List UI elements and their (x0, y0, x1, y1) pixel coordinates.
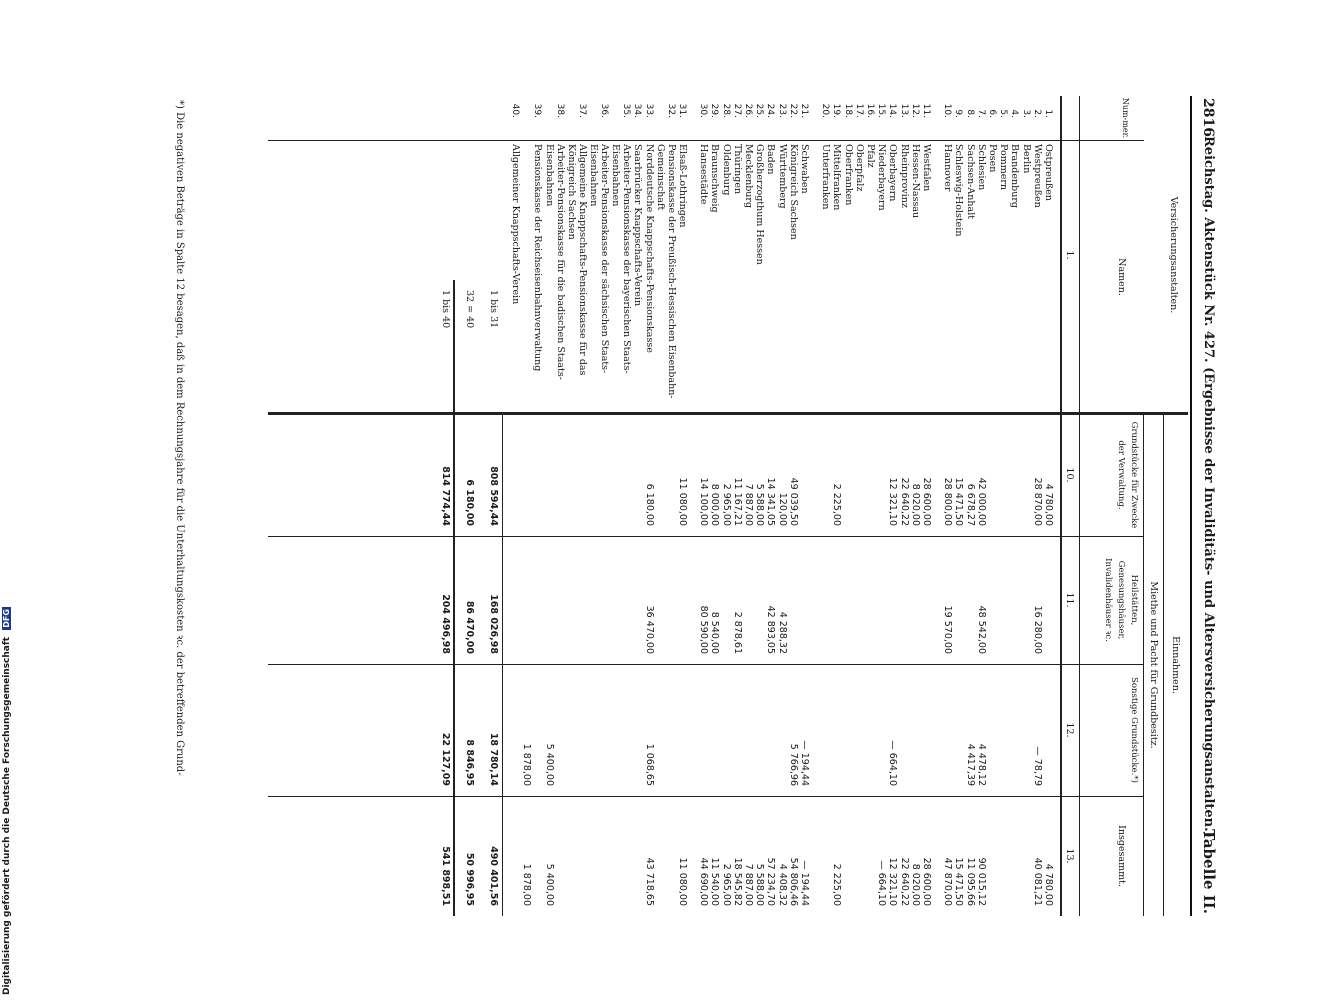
row-name: Brandenburg (1009, 144, 1021, 208)
col-index-10: 10. (1064, 467, 1075, 483)
row-number: 14. (887, 103, 898, 118)
row-c11: 2 878,61 (731, 611, 743, 654)
row-name: Schlesien (975, 144, 987, 191)
row-c13: 8 020,00 (909, 863, 921, 906)
totals-label: 1 bis 40 (440, 290, 452, 329)
row-name: Pensionskasse der Reichseisenbahnverwaltung (532, 144, 544, 372)
data-table (198, 96, 1188, 916)
row-c13: 57 234,70 (765, 857, 777, 906)
row-c12: 5 766,96 (787, 743, 799, 786)
row-c13: 1 878,00 (521, 863, 533, 906)
totals-c13: 50 996,95 (464, 852, 476, 906)
totals-c10: 808 594,44 (488, 466, 500, 526)
header-col10: Grundstücke für Zwecke der Verwaltung. (1116, 421, 1139, 529)
row-number: 4. (1009, 109, 1020, 118)
row-c11: 8 540,00 (709, 611, 721, 654)
row-number: 40. (510, 103, 521, 118)
row-c13: 11 080,00 (677, 857, 688, 906)
row-number: 33. (643, 103, 654, 118)
row-number: 13. (898, 103, 909, 118)
row-name: Sachsen-Anhalt (964, 144, 976, 220)
totals-c13: 541 898,51 (440, 846, 452, 906)
row-number: 29. (709, 103, 720, 118)
rule-index-bottom (1060, 96, 1062, 916)
row-c12: — 78,79 (1031, 746, 1043, 786)
row-c12: — 664,10 (887, 740, 899, 786)
row-c10: 15 471,50 (953, 477, 965, 526)
totals-label: 1 bis 31 (488, 290, 500, 329)
row-name: Schleswig-Holstein (953, 144, 965, 237)
row-c10: 6 180,00 (643, 483, 655, 526)
totals-c12: 22 127,09 (440, 732, 452, 786)
row-number: 28. (720, 103, 731, 118)
row-c11: 36 470,00 (643, 605, 655, 654)
row-number: 11. (921, 103, 931, 118)
row-name: Oberpfalz (853, 144, 865, 192)
row-name: Großherzogthum Hessen (754, 144, 766, 265)
row-c10: 7 887,00 (743, 483, 754, 526)
row-name: Saarbrücker Knappschafts-Verein (632, 144, 644, 307)
totals-c12: 18 780,14 (488, 732, 500, 786)
row-c13: 12 321,10 (887, 857, 899, 906)
credit-text: Digitalisierung gefördert durch die Deutsche Forschungsgemeinschaft (2, 636, 12, 995)
header-miethe: Miethe und Pacht für Grundbesitz. (1148, 581, 1159, 749)
row-name: Unterfranken (820, 144, 832, 210)
totals-c11: 86 470,00 (464, 600, 476, 654)
row-number: 39. (532, 103, 543, 118)
row-number: 10. (942, 103, 953, 118)
row-c10: 6 678,27 (964, 483, 976, 526)
row-c13: 5 588,00 (754, 863, 766, 906)
row-number: 25. (754, 103, 765, 118)
row-number: 36. (599, 103, 609, 118)
footnote: *) Die negativen Beträge in Spalte 12 besagen, daß in dem Rechnungsjahre für die Unterhaltungskosten ꝛc. der betreffenden Grund- (174, 100, 185, 776)
row-number: 20. (820, 103, 831, 118)
row-c13: 11 540,00 (709, 857, 721, 906)
row-name: Mecklenburg (743, 144, 754, 209)
rule-einnahmen (1163, 414, 1164, 916)
row-c13: 2 225,00 (831, 863, 843, 906)
row-number: 9. (953, 109, 964, 118)
row-name: Westfalen (921, 144, 932, 192)
col-index-1: 1. (1064, 250, 1075, 260)
row-name: Baden (765, 144, 777, 175)
row-c10: 42 000,00 (975, 477, 987, 526)
row-name: Ostpreußen (1043, 144, 1054, 201)
row-number: 7. (975, 109, 986, 118)
header-rule (1190, 96, 1192, 916)
header-col12: Sonstige Grundstücke.*) (1129, 677, 1139, 783)
row-number: 8. (964, 109, 975, 118)
row-name: Württemberg (776, 144, 788, 209)
row-number: 26. (743, 103, 753, 118)
page-header (1196, 96, 1218, 916)
row-c10: 4 780,00 (1043, 483, 1054, 526)
dfg-logo: DFG (2, 609, 11, 628)
row-c13: 47 870,00 (942, 857, 954, 906)
row-number: 16. (865, 103, 875, 118)
row-c13: 15 471,50 (953, 857, 965, 906)
row-c10: 28 800,00 (942, 477, 954, 526)
digitization-credit (2, 607, 12, 995)
row-name: Westpreußen (1031, 144, 1043, 208)
row-c13: 7 887,00 (743, 863, 754, 906)
header-namen: Namen. (1116, 258, 1127, 296)
row-c10: 2 225,00 (831, 483, 843, 526)
row-number: 5. (998, 109, 1009, 118)
row-c13: 90 015,12 (975, 857, 987, 906)
totals-c13: 490 401,56 (488, 846, 500, 906)
row-c11: 4 288,32 (776, 611, 788, 654)
row-name: Hansestädte (698, 144, 710, 205)
row-c10: 11 167,21 (731, 477, 743, 526)
row-c12: 4 417,39 (964, 743, 976, 786)
row-name: Arbeiter-Pensionskasse der sächsischen Staats-Eisenbahnen (588, 144, 610, 374)
header-col13: Insgesammt. (1116, 825, 1127, 887)
col-index-12: 12. (1064, 722, 1075, 738)
row-c13: 18 545,82 (731, 857, 743, 906)
row-number: 27. (731, 103, 742, 118)
row-name: Norddeutsche Knappschafts-Pensionskasse (643, 144, 655, 353)
row-number: 37. (576, 103, 587, 118)
row-number: 30. (698, 103, 709, 118)
row-c13: 54 806,46 (787, 857, 799, 906)
row-name: Pommern (998, 144, 1010, 191)
row-name: Schwaben (799, 144, 810, 194)
totals-c11: 204 496,98 (440, 594, 452, 654)
row-name: Rheinprovinz (898, 144, 910, 208)
col-divider (268, 664, 1144, 665)
row-c10: 11 080,00 (677, 477, 688, 526)
row-c10: 8 020,00 (909, 483, 921, 526)
rotated-page (108, 96, 1218, 916)
row-c13: 43 718,65 (643, 857, 655, 906)
page-title: Reichstag. Aktenstück Nr. 427. (Ergebnisse der Invaliditäts- und Altersversicherungsanstalten.) (1201, 136, 1216, 838)
row-c11: 48 542,00 (975, 605, 987, 654)
row-c11: 16 280,00 (1031, 605, 1043, 654)
row-number: 38. (554, 103, 565, 118)
row-c13: 4 780,00 (1043, 863, 1054, 906)
row-name: Arbeiter-Pensionskasse der bayerischen Staats-Eisenbahnen (610, 144, 633, 374)
row-c12: — 194,44 (799, 740, 810, 786)
row-c10: 14 100,00 (698, 477, 710, 526)
row-name: Elsaß-Lothringen (677, 144, 688, 228)
row-name: Thüringen (731, 144, 743, 195)
row-c11: 80 590,00 (698, 605, 710, 654)
totals-c10: 6 180,00 (464, 479, 476, 526)
header-nummer: Num-mer. (1121, 97, 1130, 139)
row-name: Oldenburg (720, 144, 732, 196)
row-number: 18. (842, 103, 853, 118)
row-name: Königreich Sachsen (787, 144, 799, 240)
totals-c11: 168 026,98 (488, 594, 500, 654)
row-name: Pensionskasse der Preußisch-Hessischen Eisenbahn-Gemeinschaft (654, 144, 677, 399)
row-c13: 4 408,32 (776, 863, 788, 906)
totals-c12: 8 846,95 (464, 739, 476, 786)
totals-c10: 814 774,44 (440, 466, 452, 526)
row-number: 1. (1043, 109, 1053, 118)
page-number: 2816 (1200, 98, 1216, 137)
row-name: Oberfranken (842, 144, 854, 206)
col-index-13: 13. (1064, 848, 1075, 864)
row-number: 32. (665, 103, 676, 118)
row-c13: 11 095,66 (964, 857, 976, 906)
row-number: 21. (799, 103, 809, 118)
row-c13: 2 965,00 (720, 863, 732, 906)
row-name: Pfalz (865, 144, 876, 168)
row-c13: 40 081,21 (1031, 857, 1043, 906)
rule-miethe (1143, 414, 1144, 916)
table-label: Tabelle II. (1200, 829, 1218, 914)
totals-label: 32 = 40 (464, 290, 476, 329)
row-name: Allgemeine Knappschafts-Pensionskasse für das Königreich Sachsen (565, 144, 588, 376)
row-name: Berlin (1020, 144, 1032, 174)
rule-header-bottom (1079, 96, 1080, 916)
row-c10: 22 640,22 (898, 477, 910, 526)
col-divider (268, 140, 1144, 141)
row-c10: 28 600,00 (921, 477, 932, 526)
row-c12: 1 878,00 (521, 743, 533, 786)
row-number: 24. (765, 103, 776, 118)
row-c13: — 194,44 (799, 860, 810, 906)
row-number: 22. (787, 103, 798, 118)
row-name: Mittelfranken (831, 144, 843, 211)
row-number: 15. (876, 103, 887, 118)
row-c10: 2 965,00 (720, 483, 732, 526)
row-number: 19. (831, 103, 842, 118)
row-c13: 5 400,00 (543, 863, 555, 906)
col-index-11: 11. (1064, 592, 1075, 608)
row-number: 35. (621, 103, 632, 118)
row-name: Posen (987, 144, 998, 173)
row-number: 17. (853, 103, 864, 118)
row-number: 3. (1020, 109, 1031, 118)
row-c10: 28 870,00 (1031, 477, 1043, 526)
row-c10: 8 000,00 (709, 483, 721, 526)
row-name: Braunschweig (709, 144, 721, 213)
row-name: Hannover (942, 144, 954, 192)
row-number: 31. (677, 103, 687, 118)
row-c10: 14 341,05 (765, 477, 777, 526)
row-c10: 120,00 (776, 492, 788, 526)
row-c11: 42 893,05 (765, 605, 777, 654)
row-number: 34. (632, 103, 643, 118)
header-einnahmen: Einnahmen. (1170, 636, 1181, 694)
row-name: Arbeiter-Pensionskasse für die badischen Staats-Eisenbahnen (543, 144, 566, 380)
row-name: Oberbayern (887, 144, 899, 202)
row-number: 6. (987, 109, 997, 118)
row-number: 12. (909, 103, 920, 118)
row-c10: 12 321,10 (887, 477, 899, 526)
row-c12: 4 478,12 (975, 743, 987, 786)
row-c10: 49 039,50 (787, 477, 799, 526)
rule-grand-total (453, 280, 455, 916)
row-c11: 19 570,00 (942, 605, 954, 654)
row-number: 2. (1031, 109, 1042, 118)
row-c13: 22 640,22 (898, 857, 910, 906)
row-name: Niederbayern (876, 144, 888, 211)
row-c13: — 664,10 (876, 860, 888, 906)
row-c12: 5 400,00 (543, 743, 555, 786)
row-c10: 5 588,00 (754, 483, 766, 526)
row-c13: 28 600,00 (921, 857, 932, 906)
header-col11: Heilstätten, Genesungshäuser, Invalidenhäuser ꝛc. (1103, 558, 1139, 642)
row-number: 23. (776, 103, 787, 118)
row-c12: 1 068,65 (643, 743, 655, 786)
rule-totals (502, 414, 503, 916)
row-c13: 44 690,00 (698, 857, 710, 906)
header-group-versicherung: Versicherungsanstalten. (1168, 196, 1179, 314)
row-name: Hessen-Nassau (909, 144, 921, 219)
row-name: Allgemeiner Knappschafts-Verein (510, 144, 522, 305)
